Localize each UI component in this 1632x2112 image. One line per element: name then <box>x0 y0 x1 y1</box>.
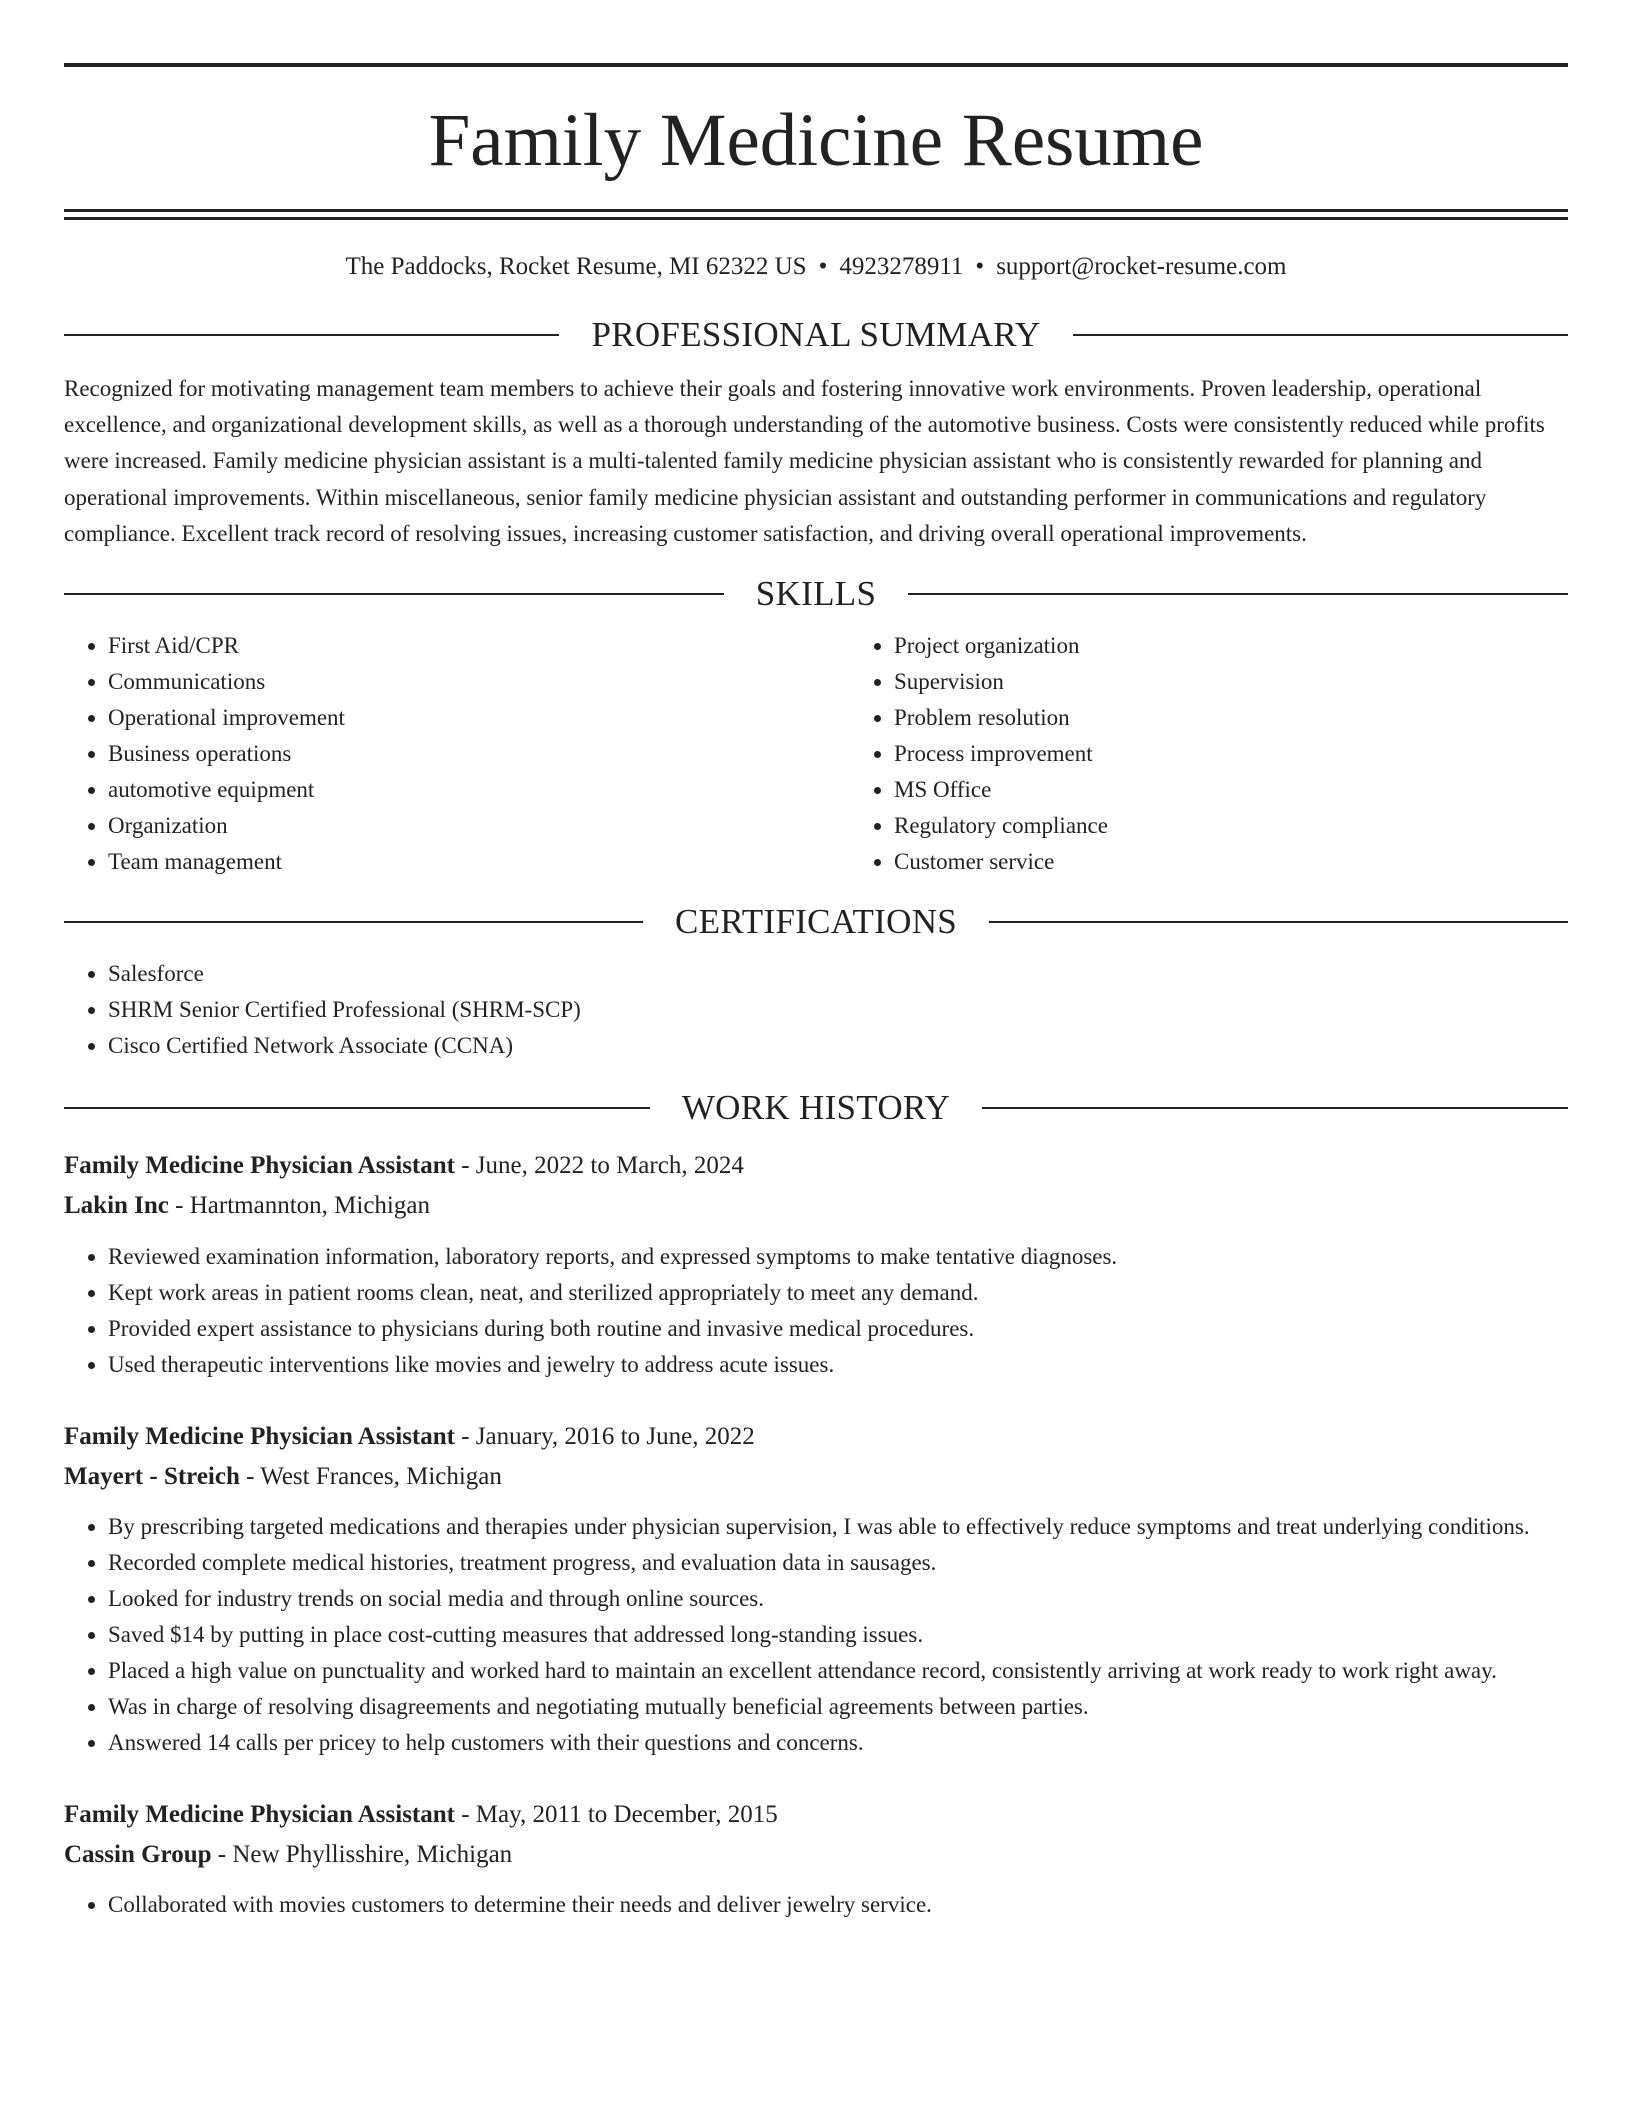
job-company: Mayert - Streich <box>64 1463 240 1491</box>
section-title: CERTIFICATIONS <box>674 902 958 942</box>
heading-rule-left <box>64 334 559 336</box>
skills-grid <box>64 628 1568 880</box>
skill-item: • Problem resolution <box>894 700 1568 736</box>
heading-rule-left <box>64 1107 650 1109</box>
job-title: Family Medicine Physician Assistant <box>64 1801 455 1829</box>
section-heading-skills <box>64 572 1568 616</box>
certification-item: • SHRM Senior Certified Professional (SHRM-SCP) <box>108 992 1568 1028</box>
resume-page <box>64 0 1568 1923</box>
skills-list-left <box>64 628 850 880</box>
job-bullets <box>64 1509 1568 1761</box>
contact-line <box>64 251 1568 283</box>
top-rule <box>64 63 1568 67</box>
heading-rule-right <box>908 593 1568 595</box>
heading-rule-left <box>64 921 643 923</box>
job-bullets <box>64 1887 1568 1923</box>
section-heading-certifications <box>64 900 1568 944</box>
skill-item: • Team management <box>108 844 850 880</box>
certification-item: • Salesforce <box>108 956 1568 992</box>
job-entry <box>64 1795 1568 1923</box>
summary-paragraph: Recognized for motivating management team members to achieve their goals and fostering innovative work environments. Proven leadership, operational excellence, and organizational development skills, as well as a thorough understanding of the automotive business. Costs were consistently reduced while profits were increased. Family medicine physician assistant is a multi-talented family medicine physician assistant who is consistently rewarded for planning and operational improvements. Within miscellaneous, senior family medicine physician assistant and outstanding performer in communications and regulatory compliance. Excellent track record of resolving issues, increasing customer satisfaction, and driving overall operational improvements. <box>64 376 1545 546</box>
job-bullet: • Used therapeutic interventions like movies and jewelry to address acute issues. <box>108 1347 1568 1383</box>
job-bullet: • Reviewed examination information, laboratory reports, and expressed symptoms to make tentative diagnoses. <box>108 1239 1568 1275</box>
job-dates: - June, 2022 to March, 2024 <box>454 1152 744 1180</box>
resume-title: Family Medicine Resume <box>428 99 1204 182</box>
contact-phone: 4923278911 <box>839 253 964 280</box>
skill-item: • Operational improvement <box>108 700 850 736</box>
job-company-line <box>64 1835 1568 1875</box>
skill-item: • Process improvement <box>894 736 1568 772</box>
job-title: Family Medicine Physician Assistant <box>64 1423 455 1451</box>
job-bullet: • Placed a high value on punctuality and worked hard to maintain an excellent attendance record, consistently arriving at work ready to work right away. <box>108 1653 1568 1689</box>
job-bullet: • By prescribing targeted medications and therapies under physician supervision, I was able to effectively reduce symptoms and treat underlying conditions. <box>108 1509 1568 1545</box>
skill-item: • automotive equipment <box>108 772 850 808</box>
skill-item: • Supervision <box>894 664 1568 700</box>
skill-item: • Project organization <box>894 628 1568 664</box>
skill-item: • MS Office <box>894 772 1568 808</box>
contact-separator: • <box>818 253 828 280</box>
skill-item: • Organization <box>108 808 850 844</box>
job-bullets <box>64 1239 1568 1383</box>
job-bullet: • Kept work areas in patient rooms clean, neat, and sterilized appropriately to meet any demand. <box>108 1275 1568 1311</box>
certification-item: • Cisco Certified Network Associate (CCNA) <box>108 1028 1568 1064</box>
job-title: Family Medicine Physician Assistant <box>64 1152 455 1180</box>
job-company-line <box>64 1186 1568 1226</box>
skill-item: • Communications <box>108 664 850 700</box>
section-heading-summary <box>64 313 1568 357</box>
section-title: PROFESSIONAL SUMMARY <box>591 315 1041 354</box>
job-dates: - May, 2011 to December, 2015 <box>454 1801 778 1829</box>
contact-address: The Paddocks, Rocket Resume, MI 62322 US <box>345 253 807 280</box>
section-title: SKILLS <box>755 574 877 614</box>
job-title-line <box>64 1795 1568 1835</box>
job-bullet: • Looked for industry trends on social media and through online sources. <box>108 1581 1568 1617</box>
job-company-line <box>64 1457 1568 1497</box>
job-location: - West Frances, Michigan <box>239 1463 502 1491</box>
skill-item: • Regulatory compliance <box>894 808 1568 844</box>
heading-rule-right <box>989 921 1568 923</box>
job-title-line <box>64 1146 1568 1186</box>
job-entry <box>64 1146 1568 1383</box>
heading-rule-right <box>982 1107 1568 1109</box>
job-bullet: • Provided expert assistance to physicians during both routine and invasive medical procedures. <box>108 1311 1568 1347</box>
job-company: Cassin Group <box>64 1841 212 1869</box>
job-title-line <box>64 1417 1568 1457</box>
job-bullet: • Recorded complete medical histories, treatment progress, and evaluation data in sausages. <box>108 1545 1568 1581</box>
job-dates: - January, 2016 to June, 2022 <box>454 1423 755 1451</box>
job-bullet: • Answered 14 calls per pricey to help customers with their questions and concerns. <box>108 1725 1568 1761</box>
contact-email[interactable]: support@rocket-resume.com <box>996 253 1287 280</box>
job-entry <box>64 1417 1568 1761</box>
certifications-list <box>64 956 1568 1064</box>
skill-item: • Business operations <box>108 736 850 772</box>
section-title: WORK HISTORY <box>681 1088 951 1128</box>
job-bullet: • Saved $14 by putting in place cost-cutting measures that addressed long-standing issues. <box>108 1617 1568 1653</box>
job-company: Lakin Inc <box>64 1192 169 1220</box>
skill-item: • First Aid/CPR <box>108 628 850 664</box>
job-location: - Hartmannton, Michigan <box>168 1192 430 1220</box>
job-bullet: • Was in charge of resolving disagreements and negotiating mutually beneficial agreements between parties. <box>108 1689 1568 1725</box>
skill-item: • Customer service <box>894 844 1568 880</box>
section-heading-work-history <box>64 1086 1568 1130</box>
heading-rule-right <box>1073 334 1568 336</box>
job-location: - New Phyllisshire, Michigan <box>211 1841 513 1869</box>
title-double-rule <box>64 209 1568 220</box>
job-bullet: • Collaborated with movies customers to determine their needs and deliver jewelry service. <box>108 1887 1568 1923</box>
heading-rule-left <box>64 593 724 595</box>
contact-separator: • <box>975 253 985 280</box>
skills-list-right <box>850 628 1568 880</box>
